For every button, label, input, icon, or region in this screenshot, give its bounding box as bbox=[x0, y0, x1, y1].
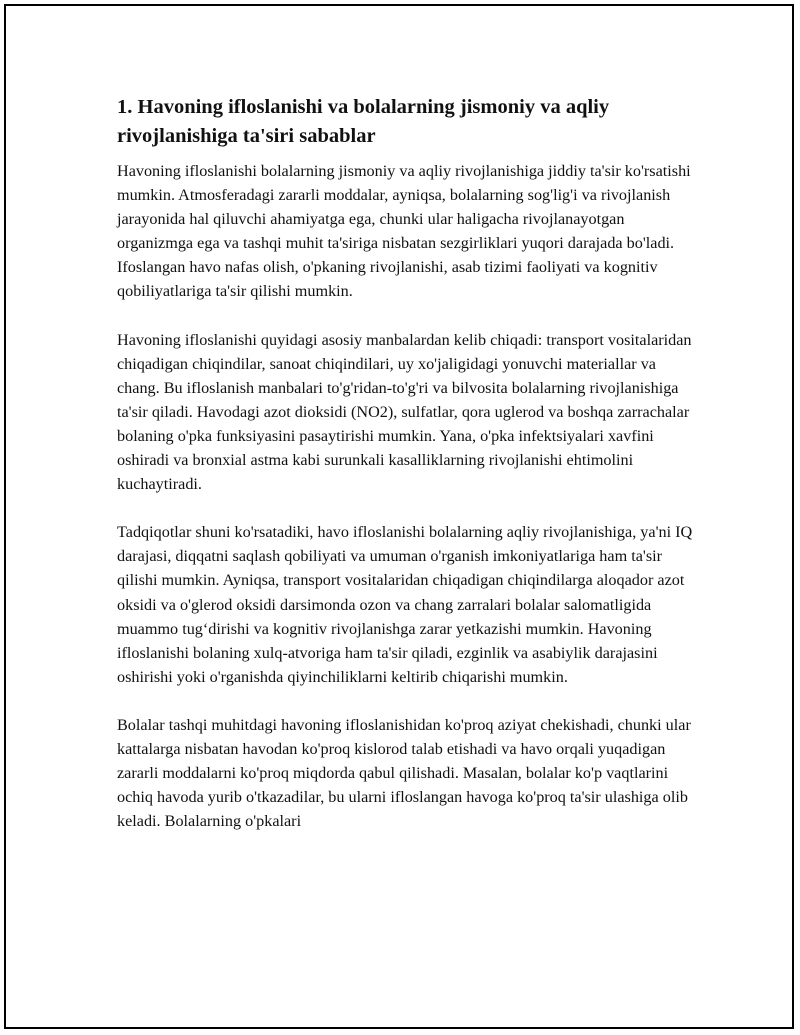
paragraph-2: Havoning ifloslanishi quyidagi asosiy manbalardan kelib chiqadi: transport vositalaridan chiqadigan chiqindilar, sanoat chiqindilari, uy xo'jaligidagi yonuvchi materiallar va chang. Bu ifloslanish manbalari to'g'ridan-to'g'ri va bilvosita bolalarning rivojlanishiga ta'sir qiladi. Havodagi azot dioksidi (NO2), sulfatlar, qora uglerod va boshqa zarrachalar bolaning o'pka funksiyasini pasaytirishi mumkin. Yana, o'pka infektsiyalari xavfini oshiradi va bronxial astma kabi surunkali kasalliklarning rivojlanishi ehtimolini kuchaytiradi. bbox=[117, 330, 692, 494]
document-body bbox=[117, 93, 693, 857]
paragraph-1: Havoning ifloslanishi bolalarning jismoniy va aqliy rivojlanishiga jiddiy ta'sir ko'rsatishi mumkin. Atmosferadagi zararli moddalar, ayniqsa, bolalarning sog'lig'i va rivojlanish jarayonida hal qiluvchi ahamiyatga ega, chunki ular haligacha rivojlanayotgan organizmga ega va tashqi muhit ta'siriga nisbatan sezgirliklari yuqori darajada bo'ladi. Ifoslangan havo nafas olish, o'pkaning rivojlanishi, asab tizimi faoliyati va kognitiv qobiliyatlariga ta'sir qilishi mumkin. bbox=[117, 162, 691, 301]
section-heading: 1. Havoning ifloslanishi va bolalarning jismoniy va aqliy rivojlanishiga ta'siri sabablar bbox=[117, 96, 610, 147]
paragraph-4: Bolalar tashqi muhitdagi havoning ifloslanishidan ko'proq aziyat chekishadi, chunki ular kattalarga nisbatan havodan ko'proq kislorod talab etishadi va havo orqali yuqadigan zararli moddalarni ko'proq miqdorda qabul qilishadi. Masalan, bolalar ko'p vaqtlarini ochiq havoda yurib o'tkazadilar, bu ularni ifloslangan havoga ko'proq ta'sir ulashiga olib keladi. Bolalarning o'pkalari bbox=[117, 715, 691, 831]
paragraph-3: Tadqiqotlar shuni ko'rsatadiki, havo ifloslanishi bolalarning aqliy rivojlanishiga, ya'ni IQ darajasi, diqqatni saqlash qobiliyati va umuman o'rganish imkoniyatlariga ham ta'sir qilishi mumkin. Ayniqsa, transport vositalaridan chiqadigan chiqindilarga aloqador azot oksidi va o'glerod oksidi darsimonda ozon va chang zarralari bolalar salomatligida muammo tug‘dirishi va kognitiv rivojlanishga zarar yetkazishi mumkin. Havoning ifloslanishi bolaning xulq-atvoriga ham ta'sir qiladi, ezginlik va asabiylik darajasini oshirishi yoki o'rganishda qiyinchiliklarni keltirib chiqarishi mumkin. bbox=[117, 523, 693, 686]
